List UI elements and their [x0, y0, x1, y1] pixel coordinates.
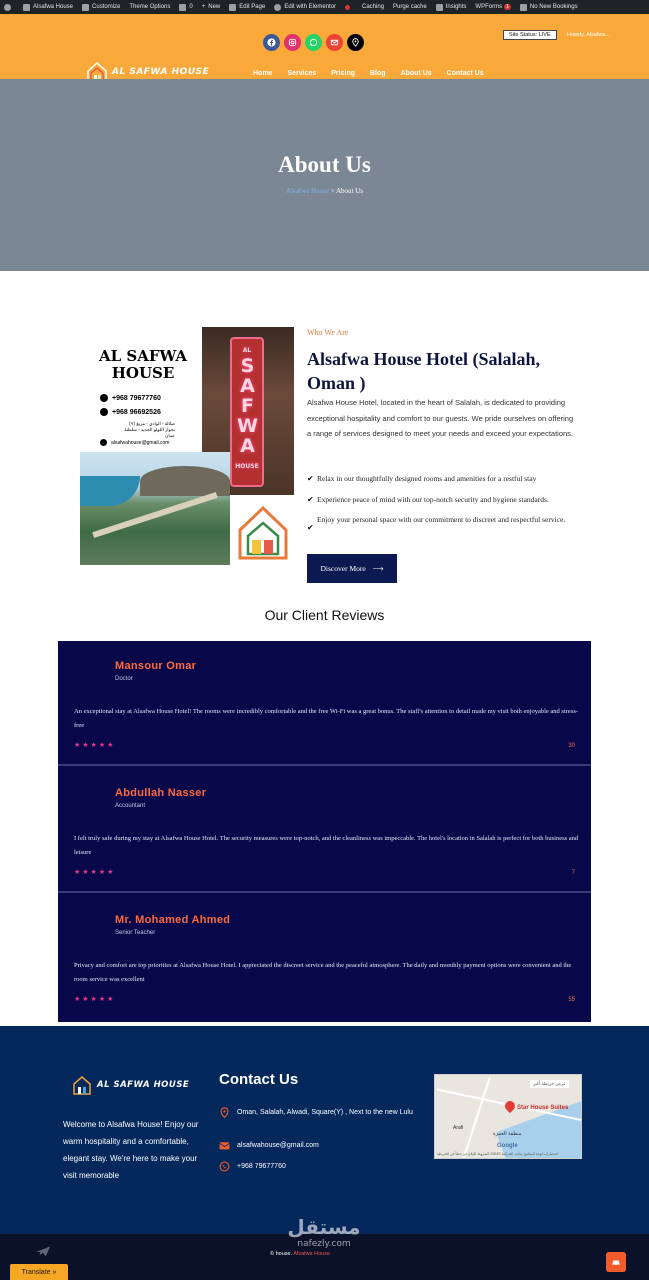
location-pin-icon [219, 1107, 230, 1118]
breadcrumb-home[interactable]: Alsafwa House [285, 187, 329, 195]
star-rating: ★★★★★ [74, 742, 116, 749]
translate-button[interactable]: Translate » [10, 1264, 68, 1280]
review-card [58, 768, 591, 893]
admin-purge-cache[interactable]: Purge cache [393, 4, 427, 10]
home-icon [23, 4, 30, 11]
feature-item: ✔ Enjoy your personal space with our commitment to discreet and respectful service. [307, 513, 587, 535]
salalah-city-photo [80, 452, 230, 565]
card-phone-2: +968 96692526 [100, 408, 161, 416]
admin-customize[interactable]: Customize [82, 4, 120, 11]
site-footer [0, 1026, 649, 1234]
house-logo-icon [232, 496, 294, 566]
reviews-list [58, 641, 591, 1022]
location-link[interactable] [347, 34, 364, 51]
card-phone-1: +968 79677760 [100, 394, 161, 402]
email-icon [330, 38, 339, 47]
elementor-icon [274, 4, 281, 11]
site-status-badge[interactable]: Site Status: LIVE [503, 30, 557, 40]
nav-services[interactable]: Services [287, 70, 317, 77]
reviewer-role: Doctor [115, 676, 133, 682]
nav-pricing[interactable]: Pricing [331, 70, 355, 77]
facebook-link[interactable] [263, 34, 280, 51]
review-text: An exceptional stay at Alsafwa House Hotel! The rooms were incredibly comfortable and the free Wi-Fi was a great bonus. The staff's attention to detail made my visit both enjoyable and stress-free [74, 708, 579, 729]
feature-item: ✔ Relax in our thoughtfully designed rooms and amenities for a restful stay [307, 472, 587, 486]
admin-wpforms[interactable]: WPForms 1 [475, 4, 509, 10]
about-eyebrow: Who We Are [307, 328, 349, 337]
whatsapp-icon [219, 1161, 230, 1172]
main-nav [253, 70, 484, 77]
footer-logo-text: AL SAFWA HOUSE [97, 1080, 190, 1090]
nav-about-us[interactable]: About Us [400, 70, 432, 77]
footer-welcome-text: Welcome to Alsafwa House! Enjoy our warm hospitality and a comfortable, elegant stay. We're here to make your visit memorable [63, 1120, 199, 1180]
review-count: 55 [568, 997, 575, 1003]
check-icon: ✔ [307, 494, 314, 504]
site-header [0, 14, 649, 79]
review-text: Privacy and comfort are top priorities at Alsafwa House Hotel. I appreciated the discreet service and the peaceful atmosphere. The daily and monthly payment options were convenient and the room service was excellent [74, 962, 572, 983]
calendar-icon [520, 4, 527, 11]
copyright-brand-link[interactable]: Alsafwa House [293, 1251, 331, 1257]
reviewer-role: Accountant [115, 803, 146, 809]
breadcrumb-separator: > [328, 187, 336, 195]
admin-caching[interactable]: Caching [362, 4, 385, 10]
phone-icon [100, 394, 108, 402]
map-road [461, 1077, 491, 1159]
nav-contact-us[interactable]: Contact Us [446, 70, 484, 77]
reviewer-name: Mansour Omar [115, 660, 197, 672]
reviewer-role: Senior Teacher [115, 930, 156, 936]
facebook-icon [267, 38, 276, 47]
neon-sign: AL SAFWA HOUSE [230, 337, 264, 487]
review-count: 30 [568, 743, 575, 749]
about-image-collage [80, 326, 294, 566]
copyright-text: © house. Alsafwa House [270, 1251, 331, 1257]
pencil-icon [229, 4, 236, 11]
scroll-to-top-button[interactable] [606, 1252, 626, 1272]
footer-logo[interactable] [72, 1074, 189, 1096]
photo-hill [140, 466, 230, 496]
admin-edit-page[interactable]: Edit Page [229, 4, 265, 11]
about-description: Alsafwa House Hotel, located in the heart of Salalah, is dedicated to providing exceptional hospitality and comfort to our guests. We pride ourselves on offering a range of services designed to meet your needs and exceed your expectations. [307, 398, 574, 438]
breadcrumb-current: About Us [336, 187, 364, 195]
mail-icon [100, 439, 107, 446]
review-count: 7 [571, 870, 575, 876]
house-logo-icon [72, 1074, 92, 1096]
feature-item: ✔ Experience peace of mind with our top-notch security and hygiene standards. [307, 493, 587, 507]
location-map[interactable] [434, 1074, 582, 1159]
instagram-icon [288, 38, 297, 47]
map-footer: اختصارات لوحة المفاتيح بيانات الخرائط ©2024 الشروط الإبلاغ عن خطأ في الخريطة [437, 1152, 558, 1156]
nafezly-watermark: مستقل nafezly.com [287, 1215, 361, 1249]
card-brand: AL SAFWA HOUSE [98, 347, 188, 382]
admin-site-name[interactable]: Alsafwa House [23, 4, 73, 11]
photo-sea [80, 476, 140, 506]
phone-icon [100, 408, 108, 416]
nav-home[interactable]: Home [253, 70, 273, 77]
map-view-larger[interactable]: عرض خريطة أكبر [530, 1080, 569, 1088]
wordpress-icon [4, 4, 11, 11]
star-rating: ★★★★★ [74, 996, 116, 1003]
admin-insights[interactable]: Insights [436, 4, 467, 11]
map-pin-icon [503, 1099, 517, 1113]
review-card [58, 641, 591, 766]
admin-comments[interactable]: 0 [179, 4, 192, 11]
logo-image [232, 496, 294, 566]
check-icon: ✔ [307, 523, 314, 532]
admin-status-dot [345, 5, 353, 10]
admin-edit-elementor[interactable]: Edit with Elementor [274, 4, 336, 11]
logo-text: AL SAFWA HOUSE [112, 67, 210, 77]
check-icon: ✔ [307, 474, 314, 483]
location-icon [351, 38, 360, 47]
breadcrumb [0, 187, 649, 195]
social-links [263, 34, 364, 51]
footer-address: Oman, Salalah, Alwadi, Square(Y) , Next to the new Lulu [219, 1106, 419, 1119]
chart-icon [436, 4, 443, 11]
page-title: About Us [278, 152, 371, 177]
page-title-banner [0, 79, 649, 271]
google-logo: Google [497, 1143, 518, 1149]
whatsapp-link[interactable] [305, 34, 322, 51]
map-area-label: منطقة العمرة [493, 1131, 522, 1137]
email-link[interactable] [326, 34, 343, 51]
envelope-icon [219, 1140, 230, 1151]
feature-list [307, 472, 587, 542]
plus-icon: + [201, 4, 206, 10]
arrow-right-icon: ⟶ [372, 564, 384, 573]
footer-contact-title: Contact Us [219, 1071, 299, 1088]
airplane-icon [34, 1242, 52, 1260]
admin-new[interactable]: + New [201, 4, 221, 10]
car-icon [611, 1257, 621, 1267]
brush-icon [82, 4, 89, 11]
card-address: صلالة - الوادي - مربع (Y) بجوار اللولو الجديد - سلطنة عمان [124, 421, 175, 438]
instagram-link[interactable] [284, 34, 301, 51]
admin-bar [0, 0, 649, 14]
wpforms-badge: 1 [506, 4, 509, 10]
reviews-heading: Our Client Reviews [264, 607, 385, 623]
discover-more-button[interactable]: Discover More ⟶ [307, 554, 397, 583]
status-dot-icon [345, 5, 350, 10]
map-area-label: Arafi [453, 1125, 464, 1131]
card-email: alsafwahouse@gmail.com [100, 439, 169, 446]
review-text: I felt truly safe during my stay at Alsafwa House Hotel. The security measures were top-notch, and the cleanliness was impeccable. The hotel's location in Salalah is perfect for both business and leisure [74, 835, 579, 856]
comment-icon [179, 4, 186, 11]
admin-theme-options[interactable]: Theme Options [129, 4, 171, 10]
nav-blog[interactable]: Blog [370, 70, 386, 77]
footer-phone[interactable]: +968 79677760 [219, 1160, 286, 1173]
footer-email[interactable]: alsafwahouse@gmail.com [219, 1139, 319, 1152]
review-card [58, 895, 591, 1020]
wp-logo-menu[interactable] [4, 4, 14, 11]
map-place-label: Star House Suites [517, 1105, 569, 1111]
reviewer-name: Abdullah Nasser [115, 787, 207, 799]
howdy-user[interactable]: Howdy, Alsafwa... [567, 32, 610, 38]
business-card-image [80, 326, 206, 466]
admin-bookings[interactable]: No New Bookings [520, 4, 578, 11]
about-title: Alsafwa House Hotel (Salalah, Oman ) [307, 349, 541, 393]
star-rating: ★★★★★ [74, 869, 116, 876]
reviewer-name: Mr. Mohamed Ahmed [115, 914, 231, 926]
whatsapp-icon [309, 38, 318, 47]
